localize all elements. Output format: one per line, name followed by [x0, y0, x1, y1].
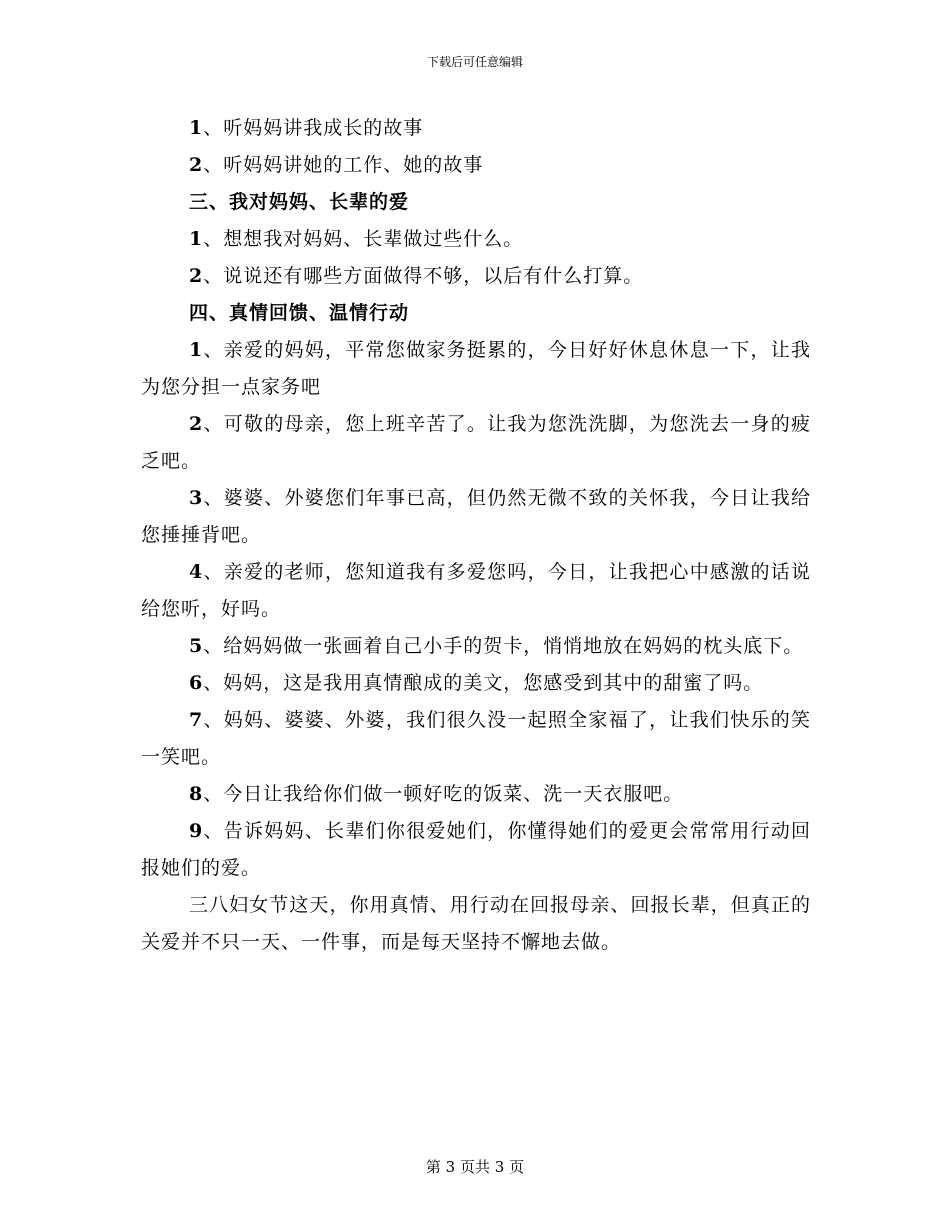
paragraph-5: 2、说说还有哪些方面做得不够，以后有什么打算。: [189, 265, 644, 287]
paragraph-9: 3、婆婆、外婆您们年事已高，但仍然无微不致的关怀我，今日让我给您捶捶背吧。: [141, 487, 811, 546]
paragraph-1: 1、听妈妈讲我成长的故事: [189, 117, 424, 139]
paragraph-12: 6、妈妈，这是我用真情酿成的美文，您感受到其中的甜蜜了吗。: [189, 672, 764, 694]
document-body: [141, 110, 811, 961]
page-footer: 第 3 页共 3 页: [425, 1158, 525, 1176]
paragraph-8: 2、可敬的母亲，您上班辛苦了。让我为您洗洗脚，为您洗去一身的疲乏吧。: [141, 413, 811, 472]
page-header: 下载后可任意编辑: [426, 55, 523, 69]
paragraph-4: 1、想想我对妈妈、长辈做过些什么。: [189, 228, 524, 250]
paragraph-15: 9、告诉妈妈、长辈们你很爱她们，你懂得她们的爱更会常常用行动回报她们的爱。: [141, 820, 811, 879]
paragraph-11: 5、给妈妈做一张画着自己小手的贺卡，悄悄地放在妈妈的枕头底下。: [189, 635, 804, 657]
paragraph-7: 1、亲爱的妈妈，平常您做家务挺累的，今日好好休息休息一下，让我为您分担一点家务吧: [141, 339, 811, 398]
section-heading-3: 三、我对妈妈、长辈的爱: [189, 191, 410, 213]
paragraph-2: 2、听妈妈讲她的工作、她的故事: [189, 154, 484, 176]
closing-paragraph: 三八妇女节这天，你用真情、用行动在回报母亲、回报长辈，但真正的关爱并不只一天、一件事，而是每天坚持不懈地去做。: [141, 894, 811, 953]
section-heading-4: 四、真情回馈、温情行动: [189, 302, 410, 324]
paragraph-14: 8、今日让我给你们做一顿好吃的饭菜、洗一天衣服吧。: [189, 783, 684, 805]
paragraph-13: 7、妈妈、婆婆、外婆，我们很久没一起照全家福了，让我们快乐的笑一笑吧。: [141, 709, 811, 768]
paragraph-10: 4、亲爱的老师，您知道我有多爱您吗，今日，让我把心中感激的话说给您听，好吗。: [141, 561, 811, 620]
